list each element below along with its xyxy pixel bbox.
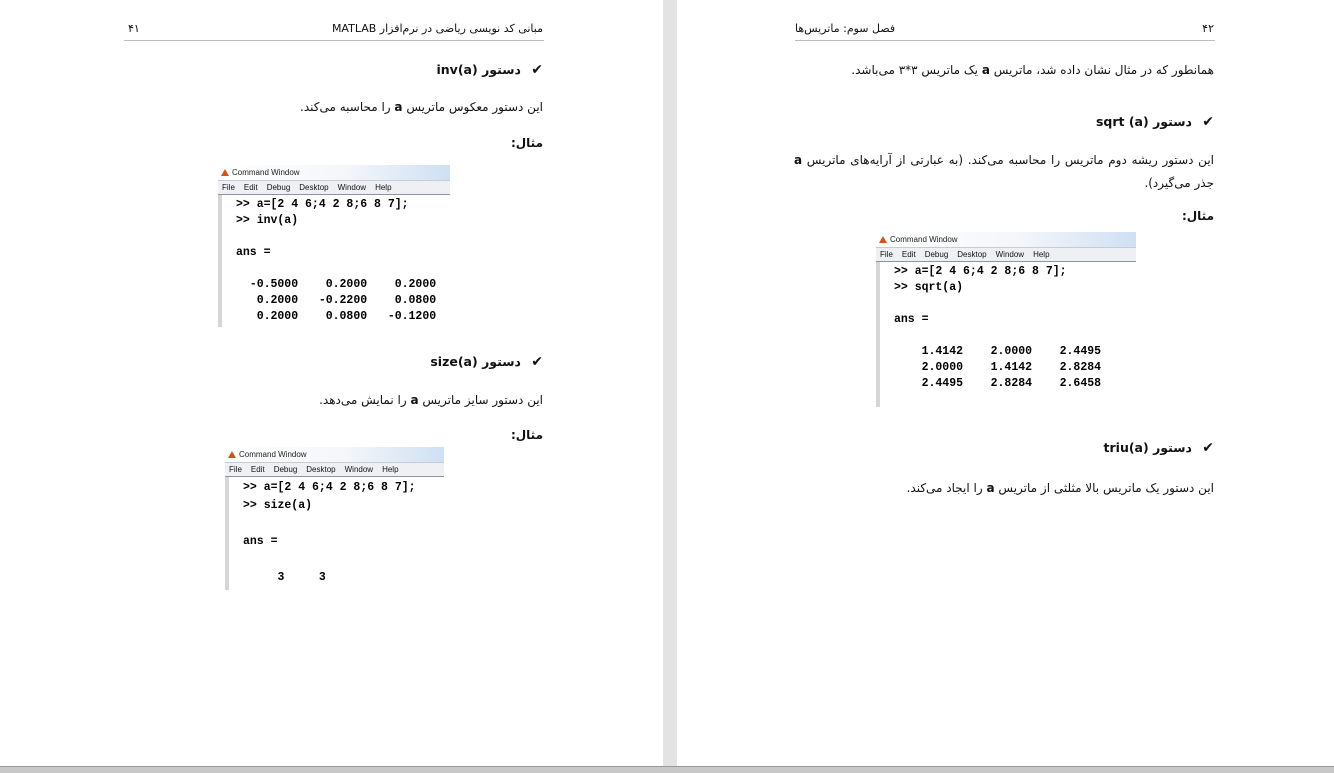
menu-item: Desktop — [306, 465, 336, 474]
command-window-screenshot — [225, 447, 444, 590]
running-header: فصل سوم: ماتریس‌ها — [795, 22, 896, 35]
running-header: مبانی کد نویسی ریاضی در نرم‌افزار MATLAB — [331, 22, 543, 35]
menu-item: Edit — [243, 183, 258, 192]
menu-item: Window — [344, 465, 374, 474]
heading-word: دستور — [482, 62, 521, 77]
example-label: مثال: — [510, 136, 543, 150]
window-title-bar: Command Window — [876, 232, 1136, 247]
command-name: sqrt (a) — [1095, 114, 1149, 129]
menu-item: Edit — [250, 465, 265, 474]
matlab-logo-icon — [228, 451, 236, 458]
code-text: >> a=[2 4 6;4 2 8;6 8 7]; >> sqrt(a) ans = 1.4142 2.0000 2.4495 2.0000 1.4142 2.8284 2.4495 2.8284 2.6458 — [894, 265, 1102, 390]
command-window-screenshot — [876, 232, 1136, 407]
menu-item: File — [229, 465, 242, 474]
menu-item: Debug — [273, 465, 298, 474]
menu-item: Desktop — [957, 250, 987, 259]
command-output — [876, 262, 1136, 407]
menu-item: Help — [382, 465, 399, 474]
example-label: مثال: — [510, 428, 543, 442]
menu-item: Debug — [266, 183, 291, 192]
command-output — [218, 195, 450, 327]
example-label: مثال: — [1181, 209, 1214, 223]
matlab-logo-icon — [221, 169, 229, 176]
section-description: این دستور ریشه دوم ماتریس را محاسبه می‌کند. (به عبارتی از آرایه‌های ماتریس a جذر می‌گیرد). — [794, 153, 1214, 190]
section-heading — [437, 62, 544, 78]
section-description: این دستور معکوس ماتریس a را محاسبه می‌کند. — [300, 100, 543, 114]
window-title-bar: Command Window — [218, 165, 450, 180]
section-heading — [430, 354, 543, 370]
matlab-logo-icon — [879, 236, 887, 243]
section-heading — [1104, 440, 1214, 456]
command-output — [225, 477, 444, 590]
menu-item: Debug — [924, 250, 949, 259]
command-name: inv(a) — [436, 62, 478, 77]
window-menu-bar — [225, 462, 444, 477]
page-number: ۴۲ — [1202, 22, 1214, 35]
menu-item: Help — [1033, 250, 1050, 259]
menu-item: Desktop — [299, 183, 329, 192]
page-number: ۴۱ — [128, 22, 140, 35]
heading-word: دستور — [1153, 440, 1192, 455]
header-divider — [124, 40, 544, 41]
checkmark-icon: ✔ — [531, 354, 543, 370]
header-divider — [795, 40, 1215, 41]
section-description: این دستور یک ماتریس بالا مثلثی از ماتریس a را ایجاد می‌کند. — [906, 481, 1214, 495]
window-menu-bar — [876, 247, 1136, 262]
menu-item: File — [222, 183, 235, 192]
left-page — [0, 0, 663, 766]
menu-item: File — [880, 250, 893, 259]
checkmark-icon: ✔ — [1202, 440, 1214, 456]
heading-word: دستور — [1153, 114, 1192, 129]
menu-item: Window — [995, 250, 1025, 259]
right-page — [677, 0, 1334, 766]
intro-paragraph: همانطور که در مثال نشان داده شد، ماتریس a یک ماتریس ۳*۳ می‌باشد. — [851, 63, 1214, 77]
command-window-screenshot — [218, 165, 450, 327]
section-description: این دستور سایز ماتریس a را نمایش می‌دهد. — [319, 393, 543, 407]
window-title-bar: Command Window — [225, 447, 444, 462]
section-heading — [1096, 114, 1214, 130]
command-name: size(a) — [430, 354, 478, 369]
checkmark-icon: ✔ — [1202, 114, 1214, 130]
menu-item: Window — [337, 183, 367, 192]
code-text: >> a=[2 4 6;4 2 8;6 8 7]; >> inv(a) ans = -0.5000 0.2000 0.2000 0.2000 -0.2200 0.0800 0.2000 0.0800 -0.1200 — [236, 198, 437, 323]
heading-word: دستور — [482, 354, 521, 369]
code-text: >> a=[2 4 6;4 2 8;6 8 7]; >> size(a) ans = 3 3 — [243, 481, 416, 584]
window-menu-bar — [218, 180, 450, 195]
checkmark-icon: ✔ — [531, 62, 543, 78]
menu-item: Help — [375, 183, 392, 192]
menu-item: Edit — [901, 250, 916, 259]
command-name: triu(a) — [1103, 440, 1149, 455]
